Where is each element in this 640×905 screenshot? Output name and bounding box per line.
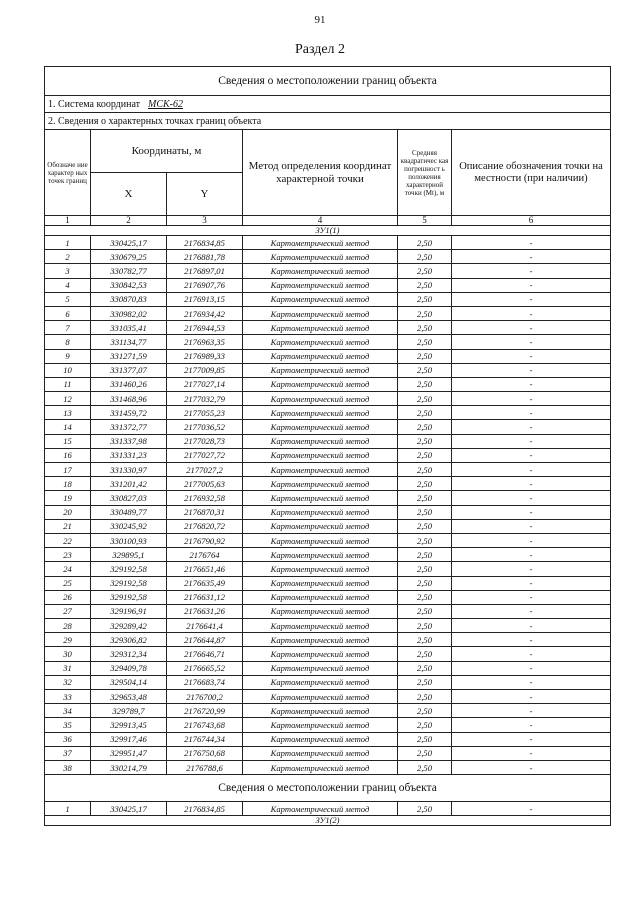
error: 2,50 (398, 463, 452, 477)
description: - (452, 406, 611, 420)
coord-y: 2177027,2 (167, 463, 243, 477)
header-x: X (91, 173, 167, 216)
coord-y: 2176913,15 (167, 292, 243, 306)
description: - (452, 363, 611, 377)
coord-y: 2176932,58 (167, 491, 243, 505)
point-number: 7 (45, 321, 91, 335)
method: Картометрический метод (243, 434, 398, 448)
table-row (45, 802, 611, 816)
description: - (452, 718, 611, 732)
error: 2,50 (398, 590, 452, 604)
column-number: 5 (398, 216, 452, 226)
coord-x: 330100,93 (91, 533, 167, 547)
description: - (452, 633, 611, 647)
description: - (452, 236, 611, 250)
error: 2,50 (398, 477, 452, 491)
coord-x: 330679,25 (91, 250, 167, 264)
coord-y: 2177027,72 (167, 448, 243, 462)
coord-y: 2176764 (167, 548, 243, 562)
description: - (452, 377, 611, 391)
coord-x: 329409,78 (91, 661, 167, 675)
description: - (452, 604, 611, 618)
table-row (45, 236, 611, 250)
section-title: Раздел 2 (294, 42, 346, 57)
description: - (452, 463, 611, 477)
coord-y: 2176834,85 (167, 236, 243, 250)
description: - (452, 661, 611, 675)
table-row (45, 463, 611, 477)
error: 2,50 (398, 661, 452, 675)
coord-x: 330870,83 (91, 292, 167, 306)
coord-system-label: 1. Система координат (48, 98, 141, 110)
coord-y: 2176700,2 (167, 690, 243, 704)
coord-x: 331201,42 (91, 477, 167, 491)
method: Картометрический метод (243, 732, 398, 746)
column-numbers-row (45, 216, 611, 226)
error: 2,50 (398, 704, 452, 718)
error: 2,50 (398, 250, 452, 264)
method: Картометрический метод (243, 690, 398, 704)
table-row (45, 760, 611, 774)
error: 2,50 (398, 548, 452, 562)
coord-y: 2176790,92 (167, 533, 243, 547)
point-number: 2 (45, 250, 91, 264)
coord-y: 2176683,74 (167, 675, 243, 689)
method: Картометрический метод (243, 250, 398, 264)
error: 2,50 (398, 732, 452, 746)
coord-x: 329289,42 (91, 619, 167, 633)
point-number: 24 (45, 562, 91, 576)
table-row (45, 562, 611, 576)
table-row (45, 278, 611, 292)
coord-x: 331134,77 (91, 335, 167, 349)
coord-x: 329951,47 (91, 746, 167, 760)
table-row (45, 264, 611, 278)
error: 2,50 (398, 236, 452, 250)
column-number: 4 (243, 216, 398, 226)
description: - (452, 434, 611, 448)
coord-x: 329653,48 (91, 690, 167, 704)
error: 2,50 (398, 690, 452, 704)
column-number: 1 (45, 216, 91, 226)
description: - (452, 491, 611, 505)
table-row (45, 690, 611, 704)
coord-x: 331331,23 (91, 448, 167, 462)
method: Картометрический метод (243, 675, 398, 689)
coord-y: 2177036,52 (167, 420, 243, 434)
coord-y: 2176944,53 (167, 321, 243, 335)
method: Картометрический метод (243, 306, 398, 320)
error: 2,50 (398, 491, 452, 505)
method: Картометрический метод (243, 562, 398, 576)
description: - (452, 278, 611, 292)
coord-y: 2176631,12 (167, 590, 243, 604)
error: 2,50 (398, 434, 452, 448)
point-number: 1 (45, 236, 91, 250)
error: 2,50 (398, 675, 452, 689)
header-method: Метод определения координат характерной точки (243, 130, 398, 216)
table-row (45, 718, 611, 732)
point-number: 17 (45, 463, 91, 477)
point-number: 36 (45, 732, 91, 746)
coord-system-value: МСК-62 (148, 98, 184, 110)
description: - (452, 349, 611, 363)
method: Картометрический метод (243, 519, 398, 533)
zone1-label: ЗУ1(1) (45, 226, 611, 236)
coord-y: 2176834,85 (167, 802, 243, 816)
description: - (452, 562, 611, 576)
coord-x: 331337,98 (91, 434, 167, 448)
coord-y: 2176743,68 (167, 718, 243, 732)
error: 2,50 (398, 619, 452, 633)
table-row (45, 661, 611, 675)
description: - (452, 746, 611, 760)
coord-y: 2176870,31 (167, 505, 243, 519)
point-number: 28 (45, 619, 91, 633)
table-row (45, 448, 611, 462)
coord-x: 329312,34 (91, 647, 167, 661)
error: 2,50 (398, 718, 452, 732)
table-row (45, 619, 611, 633)
error: 2,50 (398, 278, 452, 292)
coord-y: 2176635,49 (167, 576, 243, 590)
coord-x: 330489,77 (91, 505, 167, 519)
header-description: Описание обозначения точки на местности (при наличии) (452, 130, 611, 216)
point-number: 18 (45, 477, 91, 491)
error: 2,50 (398, 562, 452, 576)
point-number: 38 (45, 760, 91, 774)
page-number: 91 (314, 14, 326, 26)
point-number: 27 (45, 604, 91, 618)
method: Картометрический метод (243, 533, 398, 547)
method: Картометрический метод (243, 491, 398, 505)
method: Картометрический метод (243, 718, 398, 732)
point-number: 21 (45, 519, 91, 533)
coord-x: 330425,17 (91, 802, 167, 816)
point-number: 19 (45, 491, 91, 505)
column-number: 6 (452, 216, 611, 226)
coord-y: 2176788,6 (167, 760, 243, 774)
coord-x: 329913,45 (91, 718, 167, 732)
table-row (45, 420, 611, 434)
description: - (452, 802, 611, 816)
point-number: 13 (45, 406, 91, 420)
table-row (45, 704, 611, 718)
coord-y: 2177028,73 (167, 434, 243, 448)
table-row (45, 548, 611, 562)
coord-x: 330827,03 (91, 491, 167, 505)
table-row (45, 732, 611, 746)
method: Картометрический метод (243, 604, 398, 618)
error: 2,50 (398, 363, 452, 377)
table-row (45, 519, 611, 533)
coord-x: 329306,82 (91, 633, 167, 647)
point-number: 3 (45, 264, 91, 278)
table-row (45, 746, 611, 760)
table-row (45, 576, 611, 590)
description: - (452, 704, 611, 718)
description: - (452, 321, 611, 335)
point-number: 22 (45, 533, 91, 547)
zone2-label: ЗУ1(2) (45, 816, 611, 826)
coord-y: 2176934,42 (167, 306, 243, 320)
description: - (452, 533, 611, 547)
error: 2,50 (398, 519, 452, 533)
table-row (45, 604, 611, 618)
error: 2,50 (398, 321, 452, 335)
error: 2,50 (398, 377, 452, 391)
coord-x: 329895,1 (91, 548, 167, 562)
point-number: 4 (45, 278, 91, 292)
coord-y: 2176963,35 (167, 335, 243, 349)
table-row (45, 349, 611, 363)
coord-x: 329192,58 (91, 562, 167, 576)
coord-y: 2177032,79 (167, 392, 243, 406)
coord-y: 2176641,4 (167, 619, 243, 633)
coord-y: 2177027,14 (167, 377, 243, 391)
method: Картометрический метод (243, 802, 398, 816)
coord-system-row (45, 96, 611, 113)
point-number: 8 (45, 335, 91, 349)
method: Картометрический метод (243, 406, 398, 420)
coord-x: 329789,7 (91, 704, 167, 718)
error: 2,50 (398, 604, 452, 618)
description: - (452, 392, 611, 406)
point-number: 35 (45, 718, 91, 732)
table-row (45, 505, 611, 519)
coord-y: 2176907,76 (167, 278, 243, 292)
column-number: 2 (91, 216, 167, 226)
error: 2,50 (398, 292, 452, 306)
coord-x: 329917,46 (91, 732, 167, 746)
point-number: 12 (45, 392, 91, 406)
description: - (452, 760, 611, 774)
error: 2,50 (398, 349, 452, 363)
description: - (452, 576, 611, 590)
block-title: Сведения о местоположении границ объекта (45, 67, 611, 96)
description: - (452, 420, 611, 434)
method: Картометрический метод (243, 335, 398, 349)
method: Картометрический метод (243, 760, 398, 774)
error: 2,50 (398, 264, 452, 278)
coord-y: 2176651,46 (167, 562, 243, 576)
coord-x: 331377,07 (91, 363, 167, 377)
error: 2,50 (398, 406, 452, 420)
coord-y: 2176897,01 (167, 264, 243, 278)
method: Картометрический метод (243, 363, 398, 377)
method: Картометрический метод (243, 420, 398, 434)
method: Картометрический метод (243, 548, 398, 562)
coord-y: 2176820,72 (167, 519, 243, 533)
method: Картометрический метод (243, 477, 398, 491)
table-row (45, 377, 611, 391)
coord-y: 2176881,78 (167, 250, 243, 264)
method: Картометрический метод (243, 292, 398, 306)
error: 2,50 (398, 306, 452, 320)
method: Картометрический метод (243, 349, 398, 363)
method: Картометрический метод (243, 377, 398, 391)
table-row (45, 647, 611, 661)
error: 2,50 (398, 576, 452, 590)
point-number: 29 (45, 633, 91, 647)
method: Картометрический метод (243, 264, 398, 278)
coord-x: 330245,92 (91, 519, 167, 533)
point-number: 23 (45, 548, 91, 562)
table-row (45, 363, 611, 377)
method: Картометрический метод (243, 633, 398, 647)
point-number: 16 (45, 448, 91, 462)
header-error: Средняя квадратичес кая погрешност ь положения характерной точки (Mt), м (398, 130, 452, 216)
point-number: 11 (45, 377, 91, 391)
description: - (452, 505, 611, 519)
table-row (45, 292, 611, 306)
description: - (452, 264, 611, 278)
table-row (45, 434, 611, 448)
table-row (45, 335, 611, 349)
method: Картометрический метод (243, 463, 398, 477)
coord-y: 2176750,68 (167, 746, 243, 760)
point-number: 31 (45, 661, 91, 675)
point-number: 25 (45, 576, 91, 590)
coord-y: 2177005,63 (167, 477, 243, 491)
coord-x: 329504,14 (91, 675, 167, 689)
point-number: 14 (45, 420, 91, 434)
table-row (45, 250, 611, 264)
error: 2,50 (398, 802, 452, 816)
boundary-table (44, 66, 611, 826)
error: 2,50 (398, 505, 452, 519)
coord-x: 331459,72 (91, 406, 167, 420)
table-row (45, 406, 611, 420)
coord-y: 2176720,99 (167, 704, 243, 718)
description: - (452, 519, 611, 533)
description: - (452, 477, 611, 491)
coord-y: 2176646,71 (167, 647, 243, 661)
point-number: 15 (45, 434, 91, 448)
method: Картометрический метод (243, 576, 398, 590)
table-row (45, 675, 611, 689)
description: - (452, 732, 611, 746)
table-row (45, 491, 611, 505)
method: Картометрический метод (243, 448, 398, 462)
column-number: 3 (167, 216, 243, 226)
coord-x: 331372,77 (91, 420, 167, 434)
coord-x: 331468,96 (91, 392, 167, 406)
coord-y: 2176989,33 (167, 349, 243, 363)
coord-x: 330782,77 (91, 264, 167, 278)
point-number: 10 (45, 363, 91, 377)
coord-y: 2176631,26 (167, 604, 243, 618)
method: Картометрический метод (243, 590, 398, 604)
table-row (45, 533, 611, 547)
error: 2,50 (398, 448, 452, 462)
point-number: 26 (45, 590, 91, 604)
error: 2,50 (398, 392, 452, 406)
method: Картометрический метод (243, 661, 398, 675)
coord-x: 331460,26 (91, 377, 167, 391)
point-number: 9 (45, 349, 91, 363)
method: Картометрический метод (243, 505, 398, 519)
table-row (45, 590, 611, 604)
description: - (452, 448, 611, 462)
point-number: 37 (45, 746, 91, 760)
error: 2,50 (398, 647, 452, 661)
point-number: 1 (45, 802, 91, 816)
point-number: 32 (45, 675, 91, 689)
point-number: 6 (45, 306, 91, 320)
description: - (452, 292, 611, 306)
description: - (452, 690, 611, 704)
point-number: 30 (45, 647, 91, 661)
coord-x: 329192,58 (91, 576, 167, 590)
table-row (45, 306, 611, 320)
point-number: 33 (45, 690, 91, 704)
coord-x: 331330,97 (91, 463, 167, 477)
coord-y: 2176665,52 (167, 661, 243, 675)
table-row (45, 392, 611, 406)
table-row (45, 477, 611, 491)
method: Картометрический метод (243, 278, 398, 292)
error: 2,50 (398, 746, 452, 760)
description: - (452, 619, 611, 633)
description: - (452, 590, 611, 604)
coord-x: 330842,53 (91, 278, 167, 292)
point-number: 20 (45, 505, 91, 519)
method: Картометрический метод (243, 746, 398, 760)
error: 2,50 (398, 335, 452, 349)
method: Картометрический метод (243, 236, 398, 250)
header-coordinates: Координаты, м (91, 130, 243, 173)
coord-x: 331271,59 (91, 349, 167, 363)
block2-title: Сведения о местоположении границ объекта (45, 775, 611, 802)
coord-x: 330214,79 (91, 760, 167, 774)
coord-y: 2176744,34 (167, 732, 243, 746)
coord-x: 330982,02 (91, 306, 167, 320)
coord-y: 2177055,23 (167, 406, 243, 420)
header-point-designation: Обозначе ние характер ных точек границ (45, 130, 91, 216)
header-y: Y (167, 173, 243, 216)
point-number: 5 (45, 292, 91, 306)
method: Картометрический метод (243, 647, 398, 661)
coord-x: 330425,17 (91, 236, 167, 250)
description: - (452, 335, 611, 349)
method: Картометрический метод (243, 704, 398, 718)
description: - (452, 647, 611, 661)
method: Картометрический метод (243, 321, 398, 335)
table-row (45, 321, 611, 335)
coord-x: 329192,58 (91, 590, 167, 604)
method: Картометрический метод (243, 392, 398, 406)
description: - (452, 675, 611, 689)
description: - (452, 548, 611, 562)
coord-y: 2176644,87 (167, 633, 243, 647)
error: 2,50 (398, 533, 452, 547)
error: 2,50 (398, 760, 452, 774)
method: Картометрический метод (243, 619, 398, 633)
coord-y: 2177009,85 (167, 363, 243, 377)
description: - (452, 306, 611, 320)
error: 2,50 (398, 420, 452, 434)
description: - (452, 250, 611, 264)
coord-x: 331035,41 (91, 321, 167, 335)
point-number: 34 (45, 704, 91, 718)
table-row (45, 633, 611, 647)
error: 2,50 (398, 633, 452, 647)
coord-x: 329196,91 (91, 604, 167, 618)
points-label: 2. Сведения о характерных точках границ объекта (45, 113, 611, 130)
